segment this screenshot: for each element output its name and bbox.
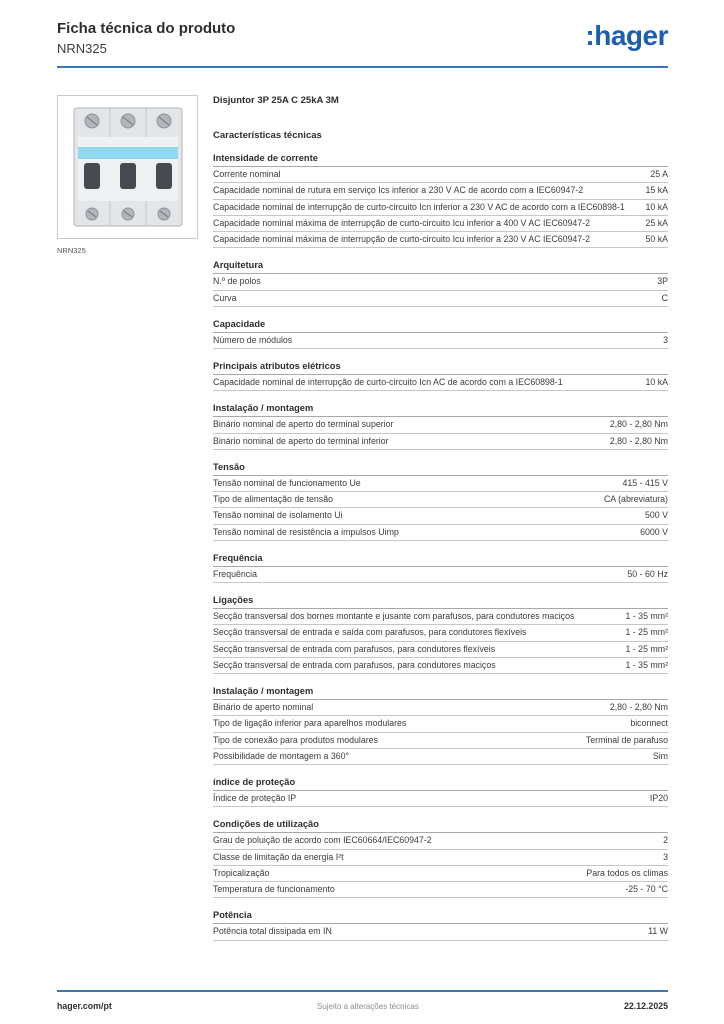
spec-label: Capacidade nominal de interrupção de curto-circuito Icn AC de acordo com a IEC60898-1 [213, 377, 563, 387]
section-heading: Tensão [213, 462, 668, 476]
footer-website: hager.com/pt [57, 1001, 112, 1011]
spec-value: IP20 [649, 793, 668, 803]
spec-label: Secção transversal dos bornes montante e jusante com parafusos, para condutores maciços [213, 611, 575, 621]
spec-section [213, 819, 668, 898]
spec-label: N.º de polos [213, 276, 261, 287]
spec-row [213, 866, 668, 882]
spec-section [213, 361, 668, 391]
spec-label: Índice de proteção IP [213, 793, 297, 803]
section-heading: Arquitetura [213, 260, 668, 274]
spec-row [213, 476, 668, 492]
characteristics-title: Características técnicas [213, 130, 322, 141]
spec-value: 25 kA [645, 217, 668, 228]
spec-label: Tensão nominal de resistência a impulsos Uimp [213, 526, 399, 537]
spec-label: Frequência [213, 568, 258, 579]
product-reference: NRN325 [57, 41, 107, 56]
spec-row [213, 183, 668, 199]
spec-label: Potência total dissipada em IN [213, 926, 332, 937]
spec-row [213, 833, 668, 849]
section-heading: Ligações [213, 595, 668, 609]
spec-label: Capacidade nominal de rutura em serviço Ics inferior a 230 V AC de acordo com a IEC60947-2 [213, 185, 584, 196]
spec-row [213, 434, 668, 450]
spec-value: 15 kA [645, 185, 668, 196]
page-footer [57, 1001, 668, 1011]
spec-label: Número de módulos [213, 334, 293, 345]
spec-row [213, 642, 668, 658]
footer-divider [57, 990, 668, 992]
spec-label: Secção transversal de entrada e saída com parafusos, para condutores flexíveis [213, 627, 527, 638]
main-content [0, 68, 724, 941]
spec-row [213, 200, 668, 216]
breaker-illustration [67, 103, 189, 231]
spec-value: 2 [663, 835, 668, 846]
spec-value: 2,80 - 2,80 Nm [609, 435, 668, 446]
spec-section [213, 553, 668, 583]
spec-label: Temperatura de funcionamento [213, 884, 335, 894]
spec-value: 50 kA [645, 234, 668, 244]
spec-value: 1 - 25 mm² [625, 627, 668, 638]
spec-column [213, 95, 668, 941]
spec-row [213, 716, 668, 732]
spec-section [213, 777, 668, 807]
spec-label: Secção transversal de entrada com parafusos, para condutores maciços [213, 659, 496, 670]
header-titles [57, 20, 235, 56]
spec-label: Tipo de alimentação de tensão [213, 494, 333, 504]
spec-value: 10 kA [645, 201, 668, 212]
spec-value: biconnect [630, 718, 668, 729]
spec-value: Terminal de parafuso [585, 734, 668, 745]
spec-label: Binário nominal de aperto do terminal inferior [213, 435, 389, 446]
spec-row [213, 625, 668, 641]
spec-label: Tipo de conexão para produtos modulares [213, 734, 378, 745]
spec-row [213, 375, 668, 391]
spec-value: 3 [663, 334, 668, 345]
spec-value: 1 - 35 mm² [625, 611, 668, 621]
spec-label: Binário nominal de aperto do terminal superior [213, 419, 394, 430]
spec-value: CA (abreviatura) [603, 494, 668, 504]
spec-value: 10 kA [645, 377, 668, 387]
spec-row [213, 291, 668, 307]
spec-value: 11 W [648, 926, 668, 937]
spec-value: 1 - 25 mm² [625, 643, 668, 654]
section-heading: Instalação / montagem [213, 686, 668, 700]
spec-row [213, 850, 668, 866]
spec-row [213, 274, 668, 290]
spec-row [213, 567, 668, 583]
product-name: Disjuntor 3P 25A C 25kA 3M [213, 95, 339, 106]
spec-row [213, 791, 668, 807]
spec-row [213, 658, 668, 674]
product-image [57, 95, 198, 239]
section-heading: Instalação / montagem [213, 403, 668, 417]
spec-label: Binário de aperto nominal [213, 702, 314, 712]
spec-row [213, 417, 668, 433]
spec-value: 415 - 415 V [622, 477, 668, 488]
section-heading: Condições de utilização [213, 819, 668, 833]
footer-date: 22.12.2025 [623, 1001, 668, 1011]
section-heading: Principais atributos elétricos [213, 361, 668, 375]
product-image-caption: NRN325 [57, 246, 86, 255]
spec-value: Sim [652, 750, 668, 761]
spec-section [213, 910, 668, 940]
spec-value: 3 [663, 851, 668, 862]
page-header [0, 0, 724, 56]
spec-value: Para todos os climas [586, 867, 668, 878]
spec-value: 50 - 60 Hz [627, 568, 668, 579]
spec-value: C [661, 292, 668, 303]
spec-row [213, 525, 668, 541]
spec-label: Secção transversal de entrada com parafusos, para condutores flexíveis [213, 643, 496, 654]
spec-section [213, 403, 668, 450]
spec-label: Capacidade nominal máxima de interrupção de curto-circuito Icu inferior a 230 V AC IEC60947-2 [213, 234, 590, 244]
hager-logo: :hager [585, 20, 668, 51]
spec-section [213, 462, 668, 541]
spec-row [213, 882, 668, 898]
spec-label: Tipo de ligação inferior para aparelhos modulares [213, 718, 407, 729]
spec-row [213, 508, 668, 524]
spec-label: Curva [213, 292, 237, 303]
spec-row [213, 924, 668, 940]
spec-value: 1 - 35 mm² [625, 659, 668, 670]
spec-section [213, 319, 668, 349]
spec-value: 3P [657, 276, 668, 287]
spec-row [213, 609, 668, 625]
spec-row [213, 700, 668, 716]
section-heading: índice de proteção [213, 777, 668, 791]
spec-label: Tensão nominal de isolamento Ui [213, 510, 343, 521]
spec-row [213, 232, 668, 248]
spec-label: Capacidade nominal de interrupção de curto-circuito Icn inferior a 230 V AC de acordo com a IEC60898-1 [213, 201, 625, 212]
product-image-column [57, 95, 199, 941]
spec-value: 2,80 - 2,80 Nm [609, 419, 668, 430]
spec-label: Tropicalização [213, 867, 270, 878]
spec-row [213, 733, 668, 749]
section-heading: Capacidade [213, 319, 668, 333]
spec-row [213, 167, 668, 183]
section-heading: Frequência [213, 553, 668, 567]
spec-section [213, 595, 668, 674]
spec-row [213, 216, 668, 232]
spec-row [213, 333, 668, 349]
spec-row [213, 492, 668, 508]
spec-value: 500 V [645, 510, 668, 521]
spec-label: Classe de limitação da energia I²t [213, 851, 344, 862]
footer-disclaimer: Sujeito a alterações técnicas [316, 1002, 419, 1011]
spec-sections [213, 153, 668, 941]
spec-section [213, 686, 668, 765]
spec-section [213, 153, 668, 248]
spec-value: 25 A [650, 169, 668, 179]
spec-value: 2,80 - 2,80 Nm [609, 702, 668, 712]
spec-label: Grau de poluição de acordo com IEC60664/IEC60947-2 [213, 835, 432, 846]
spec-label: Corrente nominal [213, 169, 281, 179]
spec-row [213, 749, 668, 765]
spec-label: Capacidade nominal máxima de interrupção de curto-circuito Icu inferior a 400 V AC IEC60947-2 [213, 217, 590, 228]
spec-label: Tensão nominal de funcionamento Ue [213, 477, 361, 488]
page-title: Ficha técnica do produto [57, 20, 236, 37]
spec-label: Possibilidade de montagem a 360° [213, 750, 350, 761]
section-heading: Intensidade de corrente [213, 153, 668, 167]
spec-value: -25 - 70 °C [625, 884, 668, 894]
spec-value: 6000 V [640, 526, 668, 537]
spec-section [213, 260, 668, 307]
section-heading: Potência [213, 910, 668, 924]
